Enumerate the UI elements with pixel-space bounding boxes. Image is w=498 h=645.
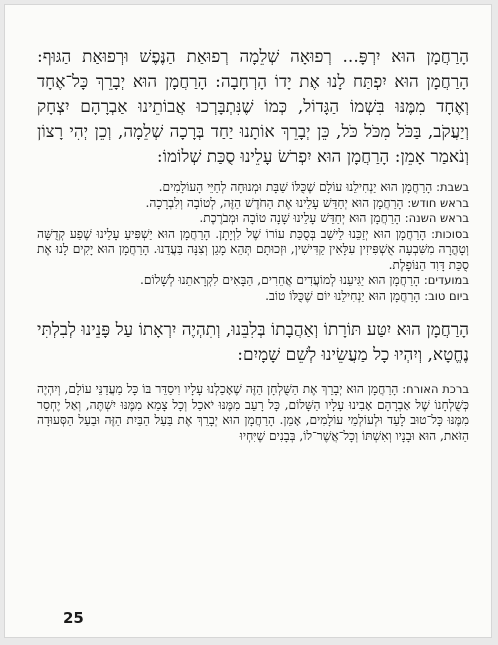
occasion-shabbat (37, 180, 469, 196)
occasion-rosh-chodesh (37, 196, 469, 212)
occasion-label: בראש חודש: (407, 195, 469, 210)
occasion-label: בשבת: (436, 180, 469, 194)
occasion-text: הָרַחֲמָן הוּא יְחַדֵּשׁ עָלֵינוּ שָׁנָה טוֹבָה וּמְבֹרֶכֶת. (199, 211, 401, 225)
occasion-yom-tov (37, 289, 469, 305)
occasion-moadim (37, 273, 469, 289)
occasion-sukkot (37, 227, 469, 274)
occasion-text: הָרַחֲמָן הוּא יַגִּיעֵנוּ לְמוֹעֲדִים אֲחֵרִים, הַבָּאִים לִקְרָאתֵנוּ לְשָׁלוֹם. (140, 273, 420, 287)
occasion-text: הָרַחֲמָן הוּא יַנְחִילֵנוּ יוֹם שֶׁכֻּלּוֹ טוֹב. (265, 288, 421, 303)
occasion-text: הָרַחֲמָן הוּא יְזַכֵּנוּ לֵישֵׁב בְּסֻכַּת עוֹרוֹ שֶׁל לִוְיָתָן. הָרַחֲמָן הוּא יַשְׁפִּיעַ עָלֵינוּ שֶׁפַע קְדֻשָּׁה וְטָהֳרָה מִשִּׁבְעָה אֻשְׁפִּיזִין עִלָּאִין קַדִּישִׁין, וּזְכוּתָם תְּהֵא מָגֵן וְצִנָּה בַּעֲדֵנוּ. הָרַחֲמָן הוּא יָקִים לָנוּ אֶת סֻכַּת דָּוִד הַנּוֹפָלֶת. (37, 226, 469, 272)
occasion-text: הָרַחֲמָן הוּא יְחַדֵּשׁ עָלֵינוּ אֶת הַחֹדֶשׁ הַזֶּה, לְטוֹבָה וְלִבְרָכָה. (145, 195, 404, 210)
guest-blessing-label: ברכת האורח: (402, 382, 469, 396)
occasion-label: בסוכות: (431, 226, 470, 241)
torah-blessing: הָרַחֲמָן הוּא יִטַּע תּוֹרָתוֹ וְאַהֲבָתוֹ בְּלִבֵּנוּ, וְתִהְיֶה יִרְאָתוֹ עַל פָּנֵינוּ לְבִלְתִּי נֶחֱטָא, וְיִהְיוּ כָל מַעֲשֵׂינוּ לְשֵׁם שָׁמָיִם: (37, 320, 469, 365)
occasion-text: הָרַחֲמָן הוּא יַנְחִילֵנוּ עוֹלָם שֶׁכֻּלּוֹ שַׁבָּת וּמְנוּחָה לְחַיֵּי הָעוֹלָמִים. (158, 180, 433, 194)
occasion-label: ביום טוב: (424, 288, 469, 303)
guest-blessing (37, 382, 469, 444)
page-content (37, 45, 469, 444)
occasion-list (37, 180, 469, 304)
page-number: 25 (63, 609, 84, 627)
occasion-label: במועדים: (423, 273, 469, 287)
occasion-rosh-hashana (37, 211, 469, 227)
occasion-label: בראש השנה: (404, 211, 469, 225)
prayer-page (4, 4, 492, 638)
guest-blessing-text: הָרַחֲמָן הוּא יְבָרֵךְ אֶת הַשֻּׁלְחָן הַזֶּה שֶׁאָכַלְנוּ עָלָיו וִיסַדֵּר בּוֹ כָּל מַעֲדַנֵּי עוֹלָם, וְיִהְיֶה כְּשֻׁלְחָנוֹ שֶׁל אַבְרָהָם אָבִינוּ עָלָיו הַשָּׁלוֹם, כָּל רָעֵב מִמֶּנּוּ יֹאכַל וְכָל צָמֵא מִמֶּנּוּ יִשְׁתֶּה, וְאַל יֶחְסַר מִמֶּנּוּ כָּל־טוּב לָעַד וּלְעוֹלְמֵי עוֹלָמִים, אָמֵן. הָרַחֲמָן הוּא יְבָרֵךְ אֶת בַּעַל הַבַּיִת הַזֶּה וּבַעַל הַסְּעוּדָה הַזֹּאת, הוּא וּבָנָיו וְאִשְׁתּוֹ וְכָל־אֲשֶׁר־לוֹ, בְּבָנִים שֶׁיִּחְיוּ (37, 382, 469, 443)
blessing-intro: הָרַחֲמָן הוּא יִרְפָּ... רְפוּאָה שְׁלֵמָה רְפוּאַת הַנֶּפֶשׁ וּרְפוּאַת הַגּוּף: הָרַחֲמָן הוּא יִפְתַּח לָנוּ אֶת יָדוֹ הָרְחָבָה: הָרַחֲמָן הוּא יְבָרֵךְ כָּל־אֶחָד וְאֶחָד מִמֶּנּוּ בִּשְׁמוֹ הַגָּדוֹל, כְּמוֹ שֶׁנִּתְבָּרְכוּ אֲבוֹתֵינוּ אַבְרָהָם יִצְחָק וְיַעֲקֹב, בַּכֹּל מִכֹּל כֹּל, כֵּן יְבָרֵךְ אוֹתָנוּ יַחַד בְּרָכָה שְׁלֵמָה, וְכֵן יְהִי רָצוֹן וְנֹאמַר אָמֵן: הָרַחֲמָן הוּא יִפְרֹשׂ עָלֵינוּ סֻכַּת שְׁלוֹמוֹ: (37, 47, 469, 167)
